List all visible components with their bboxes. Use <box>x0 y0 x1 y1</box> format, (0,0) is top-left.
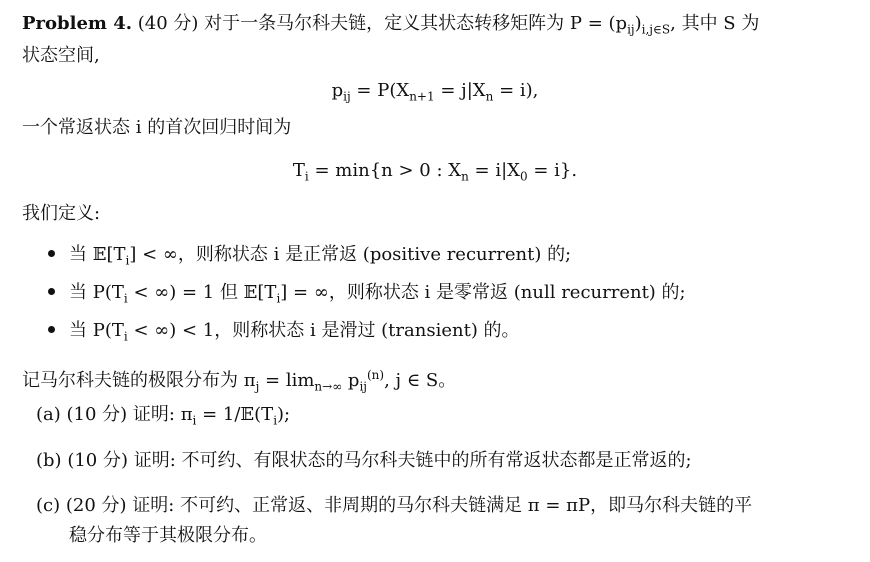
bullet-dot <box>48 250 55 257</box>
definition-text: 当 $P(T_i$ < ∞) < 1，则称状态 i 是滑过 (transient) 的。 <box>69 320 520 344</box>
problem-heading-line <box>22 12 759 42</box>
return-time-formula: $T_i = \min\{n > 0$ : $X_n = i|X_0 = i$}. <box>292 160 578 184</box>
bullet-dot <box>48 326 55 333</box>
definition-label: 我们定义: <box>22 203 101 224</box>
part-a <box>36 403 290 433</box>
transition-formula: $p_{ij} = P(X_{n+1} = j|X_n = i)$, <box>331 80 539 104</box>
definition-null-recurrent <box>48 281 686 311</box>
intro-text-1: 对于一条马尔科夫链，定义其状态转移矩阵为 $P = (p_{ij})_{i,j\in S}$, 其中 S 为 <box>204 13 760 37</box>
definition-transient <box>48 319 520 349</box>
limit-distribution-line: 记马尔科夫链的极限分布为 $\pi_j = \lim_{n\to\infty} p_{ij}^{(n)}$, j ∈ S。 <box>22 368 457 394</box>
part-c-label: (c) <box>36 495 61 516</box>
part-c-text: 证明: 不可约、正常返、非周期的马尔科夫链满足 π = πP，即马尔科夫链的平 <box>132 495 753 516</box>
part-b <box>36 449 692 473</box>
part-a-points: (10 分) <box>66 404 128 425</box>
part-a-label: (a) <box>36 404 61 425</box>
definition-text: 当 $𝔼[T_i]$ < ∞，则称状态 i 是正常返 (positive recurrent) 的; <box>69 244 572 268</box>
part-c <box>36 494 752 518</box>
definition-text: 当 $P(T_i$ < ∞) = 1 但 $𝔼[T_i]$ = ∞，则称状态 i 是零常返 (null recurrent) 的; <box>69 282 686 306</box>
problem-title: Problem 4. <box>22 13 133 34</box>
definition-positive-recurrent <box>48 243 571 273</box>
part-b-label: (b) <box>36 450 62 471</box>
problem-points: (40 分) <box>137 13 199 34</box>
part-b-points: (10 分) <box>67 450 128 471</box>
part-a-text: 证明: $\pi_i$ = $1/𝔼(T_i)$; <box>132 404 291 428</box>
part-b-text: 证明: 不可约、有限状态的马尔科夫链中的所有常返状态都是正常返的; <box>133 450 692 471</box>
intro-text-2: 状态空间, <box>22 45 100 66</box>
part-c-points: (20 分) <box>65 495 127 516</box>
bullet-dot <box>48 288 55 295</box>
return-time-intro: 一个常返状态 i 的首次回归时间为 <box>22 117 292 138</box>
part-c-continuation: 稳分布等于其极限分布。 <box>69 525 267 546</box>
